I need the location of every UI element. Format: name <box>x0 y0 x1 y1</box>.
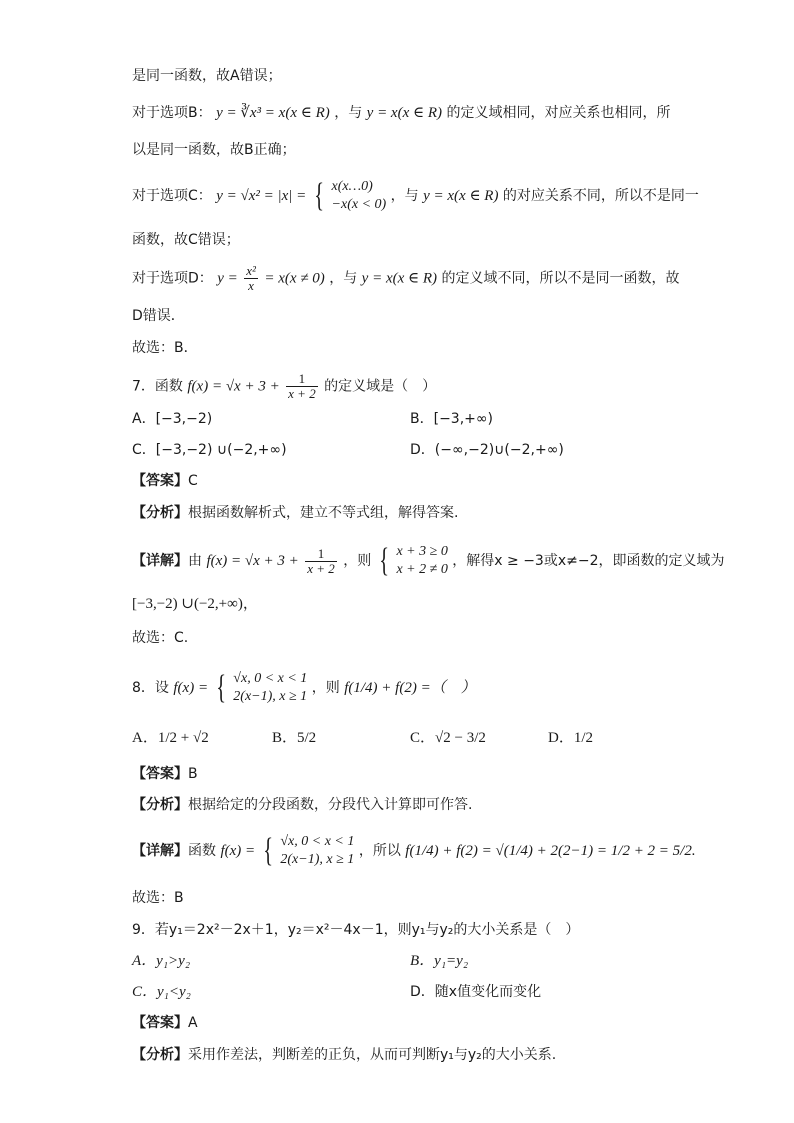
choice-text: C．y₁<y₂ <box>132 984 191 1000</box>
choice-text: D．随x值变化而变化 <box>410 984 542 1000</box>
choice-text: B．y₁=y₂ <box>410 953 469 969</box>
case: x + 3 ≥ 0 <box>396 544 448 559</box>
answer-line <box>132 471 198 491</box>
text: ，则 <box>311 680 340 696</box>
brace: { <box>215 669 226 706</box>
case: 2(x−1), x ≥ 1 <box>280 852 355 867</box>
answer-value: C <box>188 473 198 489</box>
text: 的定义域相同，对应关系也相同，所 <box>446 105 671 121</box>
text: 故选：B． <box>132 340 198 356</box>
fraction <box>244 264 258 293</box>
choice-d <box>410 440 564 460</box>
answer-label: 【答案】 <box>132 1015 188 1031</box>
text: 的定义域不同，所以不是同一函数，故 <box>441 270 680 287</box>
choice-b <box>410 409 493 429</box>
case: −x(x < 0) <box>331 197 387 212</box>
formula: y = <box>217 270 238 287</box>
choice-d <box>410 982 541 1002</box>
brace: { <box>378 542 389 579</box>
answer-label: 【答案】 <box>132 473 188 489</box>
choice-text: B．[−3,+∞) <box>410 411 494 427</box>
choice-text: A．y₁>y₂ <box>132 953 191 969</box>
analysis-label: 【分析】 <box>132 1047 188 1063</box>
domain-line <box>132 594 258 614</box>
text: 是同一函数，故A错误； <box>132 68 282 84</box>
text: 的对应关系不同，所以不是同一 <box>502 188 699 204</box>
choice-text: C．[−3,−2) ∪(−2,+∞) <box>132 442 287 458</box>
text: 故选：C. <box>132 630 189 646</box>
text: ，解得x ≥ −3或x≠−2，即函数的定义域为 <box>452 553 725 569</box>
text: 函数，故C错误； <box>132 232 240 248</box>
text-line <box>132 338 198 358</box>
option-d-analysis <box>132 264 679 293</box>
brace: { <box>314 177 324 214</box>
analysis-label: 【分析】 <box>132 505 188 521</box>
question-7 <box>132 372 436 401</box>
case: x(x…0) <box>331 179 373 194</box>
formula: [−3,−2) ∪(−2,+∞)， <box>132 596 258 612</box>
text: 函数 <box>188 843 216 859</box>
answer-label: 【答案】 <box>132 766 188 782</box>
formula: f(1/4) + f(2) = √(1/4) + 2(2−1) = 1/2 + 2 = 5/2. <box>405 843 696 859</box>
case: √x, 0 < x < 1 <box>280 834 355 849</box>
analysis-line <box>132 1045 556 1065</box>
choice-text: A．[−3,−2) <box>132 411 213 427</box>
analysis-line <box>132 503 458 523</box>
analysis-text: 根据函数解析式，建立不等式组，解得答案. <box>188 505 459 521</box>
text: 故选：B <box>132 890 184 906</box>
denominator: x + 2 <box>288 386 316 401</box>
formula: f(x) = √x + 3 + <box>187 378 280 395</box>
question-9 <box>132 920 579 940</box>
choice-a <box>132 728 209 748</box>
choice-c <box>132 440 287 460</box>
text: ，所以 <box>358 843 401 859</box>
text: D错误． <box>132 308 185 324</box>
label: 对于选项C： <box>132 188 212 204</box>
text-line <box>132 306 185 326</box>
text: ，与 <box>329 270 358 287</box>
option-b-analysis <box>132 103 670 123</box>
question-text: 9．若y₁＝2x²－2x＋1，y₂＝x²－4x－1，则y₁与y₂的大小关系是（ ） <box>132 922 580 938</box>
fraction <box>305 547 337 576</box>
cases <box>233 670 307 706</box>
choice-c <box>410 728 486 748</box>
formula: y = x(x ∈ R) <box>423 188 499 204</box>
cases <box>280 833 354 869</box>
case: 2(x−1), x ≥ 1 <box>233 689 308 704</box>
formula: f(x) = √x + 3 + <box>206 553 299 569</box>
case: √x, 0 < x < 1 <box>233 671 308 686</box>
analysis-text: 根据给定的分段函数，分段代入计算即可作答. <box>188 797 473 813</box>
choice-a <box>132 951 190 971</box>
label: 对于选项D： <box>132 270 213 287</box>
choice-d <box>548 728 593 748</box>
formula: y = x(x ∈ R) <box>361 270 438 287</box>
choice-text: B．5/2 <box>272 730 317 746</box>
question-number: 8．设 <box>132 680 169 696</box>
select-line <box>132 888 184 908</box>
detail-line <box>132 543 725 579</box>
choice-b <box>272 728 316 748</box>
choice-text: A．1/2 + √2 <box>132 730 209 746</box>
text-line <box>132 66 282 86</box>
choice-text: D．1/2 <box>548 730 594 746</box>
question-number: 7．函数 <box>132 378 183 395</box>
formula: y = ∛x³ = x(x ∈ R) <box>216 105 330 121</box>
choice-b <box>410 951 468 971</box>
cases <box>396 543 447 579</box>
answer-value: B <box>188 766 198 782</box>
choice-text: D．(−∞,−2)∪(−2,+∞) <box>410 442 564 458</box>
text-line <box>132 230 240 250</box>
detail-line <box>132 833 696 869</box>
choice-a <box>132 409 212 429</box>
fraction <box>286 372 318 401</box>
formula: f(x) = <box>173 680 209 696</box>
formula: f(1/4) + f(2) =（ ） <box>344 680 476 696</box>
analysis-line <box>132 795 472 815</box>
numerator: 1 <box>305 547 337 562</box>
formula: y = x(x ∈ R) <box>366 105 443 121</box>
text: 以是同一函数，故B正确； <box>132 142 296 158</box>
cases <box>332 178 387 214</box>
text: ，与 <box>334 105 363 121</box>
text: 由 <box>188 553 202 569</box>
detail-label: 【详解】 <box>132 553 188 569</box>
answer-line <box>132 1013 198 1033</box>
detail-label: 【详解】 <box>132 843 188 859</box>
question-8 <box>132 670 476 706</box>
numerator: 1 <box>286 372 318 387</box>
brace: { <box>262 832 273 869</box>
answer-line <box>132 764 198 784</box>
case: x + 2 ≠ 0 <box>396 562 448 577</box>
analysis-text: 采用作差法，判断差的正负，从而可判断y₁与y₂的大小关系. <box>188 1047 557 1063</box>
numerator: x² <box>246 263 256 278</box>
option-c-analysis <box>132 178 699 214</box>
text: ，与 <box>390 188 419 204</box>
choice-c <box>132 982 191 1002</box>
label: 对于选项B： <box>132 105 212 121</box>
answer-value: A <box>188 1015 198 1031</box>
select-line <box>132 628 188 648</box>
formula: f(x) = <box>220 843 256 859</box>
choice-text: C．√2 − 3/2 <box>410 730 486 746</box>
formula: y = √x² = |x| = <box>216 188 307 204</box>
analysis-label: 【分析】 <box>132 797 188 813</box>
denominator: x <box>248 278 254 293</box>
text-line <box>132 140 296 160</box>
formula: = x(x ≠ 0) <box>264 270 325 287</box>
denominator: x + 2 <box>307 560 335 576</box>
text: ，则 <box>343 553 372 569</box>
text: 的定义域是（ ） <box>324 378 437 395</box>
